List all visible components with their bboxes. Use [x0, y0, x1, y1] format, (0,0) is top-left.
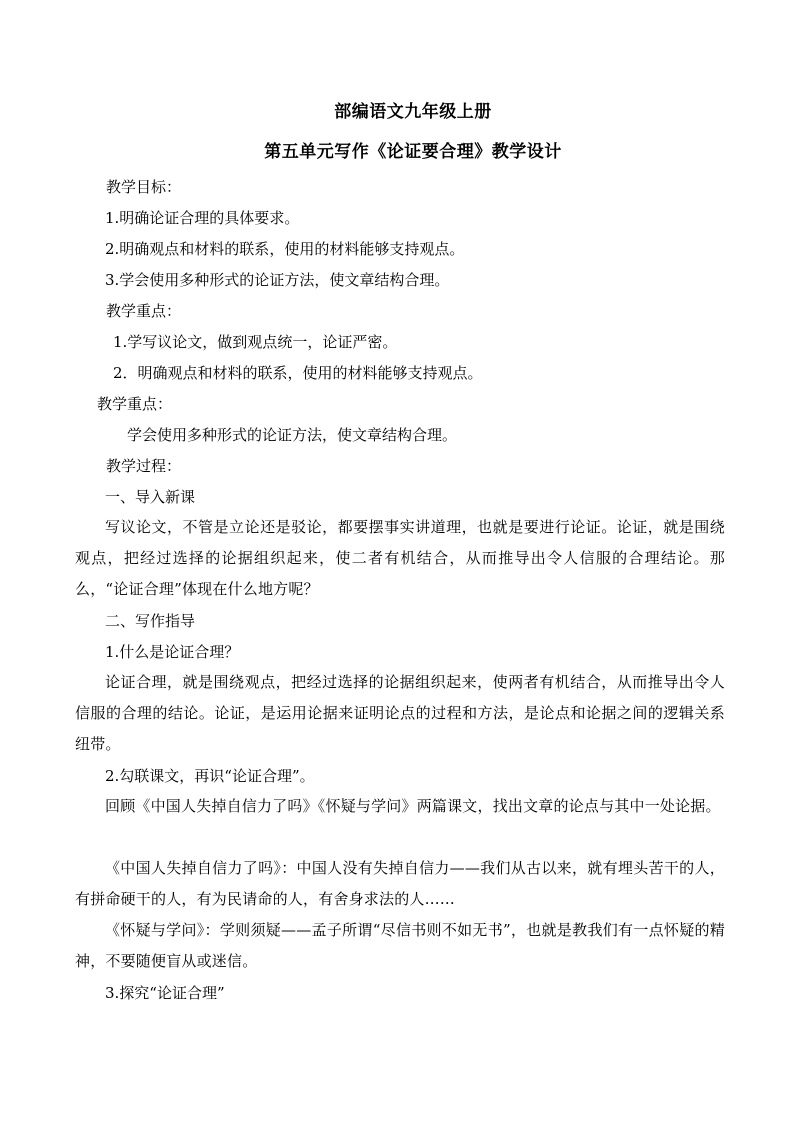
definition-paragraph: 论证合理，就是围绕观点，把经过选择的论据组织起来，使两者有机结合，从而推导出令人信服的合理的结论。论证，是运用论据来证明论点的过程和方法，是论点和论据之间的逻辑关系纽带。	[75, 673, 725, 753]
question-heading: 2.勾联课文，再识“论证合理”。	[105, 767, 315, 785]
process-heading: 教学过程：	[106, 457, 182, 475]
objective-item: 3.学会使用多种形式的论证方法，使文章结构合理。	[105, 271, 450, 289]
keypoints-heading: 教学重点：	[106, 302, 182, 320]
document-subtitle: 第五单元写作《论证要合理》教学设计	[264, 142, 562, 162]
review-paragraph: 回顾《中国人失掉自信力了吗》《怀疑与学问》两篇课文，找出文章的论点与其中一处论据。	[105, 797, 721, 815]
keypoints2-heading: 教学重点：	[97, 395, 173, 413]
objectives-heading: 教学目标：	[106, 178, 182, 196]
keypoint-item: 2．明确观点和材料的联系，使用的材料能够支持观点。	[113, 364, 483, 382]
keypoint-item: 1.学写议论文，做到观点统一，论证严密。	[113, 333, 398, 351]
example-paragraph: 《怀疑与学问》：学则须疑——孟子所谓“尽信书则不如无书”，也就是教我们有一点怀疑的精神，不要随便盲从或迷信。	[75, 921, 725, 970]
objective-item: 2.明确观点和材料的联系，使用的材料能够支持观点。	[105, 240, 465, 258]
keypoints2-text: 学会使用多种形式的论证方法，使文章结构合理。	[127, 426, 458, 444]
question-heading: 1.什么是论证合理？	[105, 643, 240, 661]
objective-item: 1.明确论证合理的具体要求。	[105, 209, 300, 227]
question-heading: 3.探究“论证合理”	[105, 984, 225, 1002]
section-heading: 一、导入新课	[105, 488, 196, 506]
example-paragraph: 《中国人失掉自信力了吗》：中国人没有失掉自信力——我们从古以来，就有埋头苦干的人，有拼命硬干的人，有为民请命的人，有舍身求法的人……	[75, 859, 725, 908]
section-heading: 二、写作指导	[105, 612, 196, 630]
document-title: 部编语文九年级上册	[334, 102, 492, 122]
intro-paragraph: 写议论文，不管是立论还是驳论，都要摆事实讲道理，也就是要进行论证。论证，就是围绕观点，把经过选择的论据组织起来，使二者有机结合，从而推导出令人信服的合理结论。那么，“论证合理”体现在什么地方呢？	[75, 518, 725, 598]
